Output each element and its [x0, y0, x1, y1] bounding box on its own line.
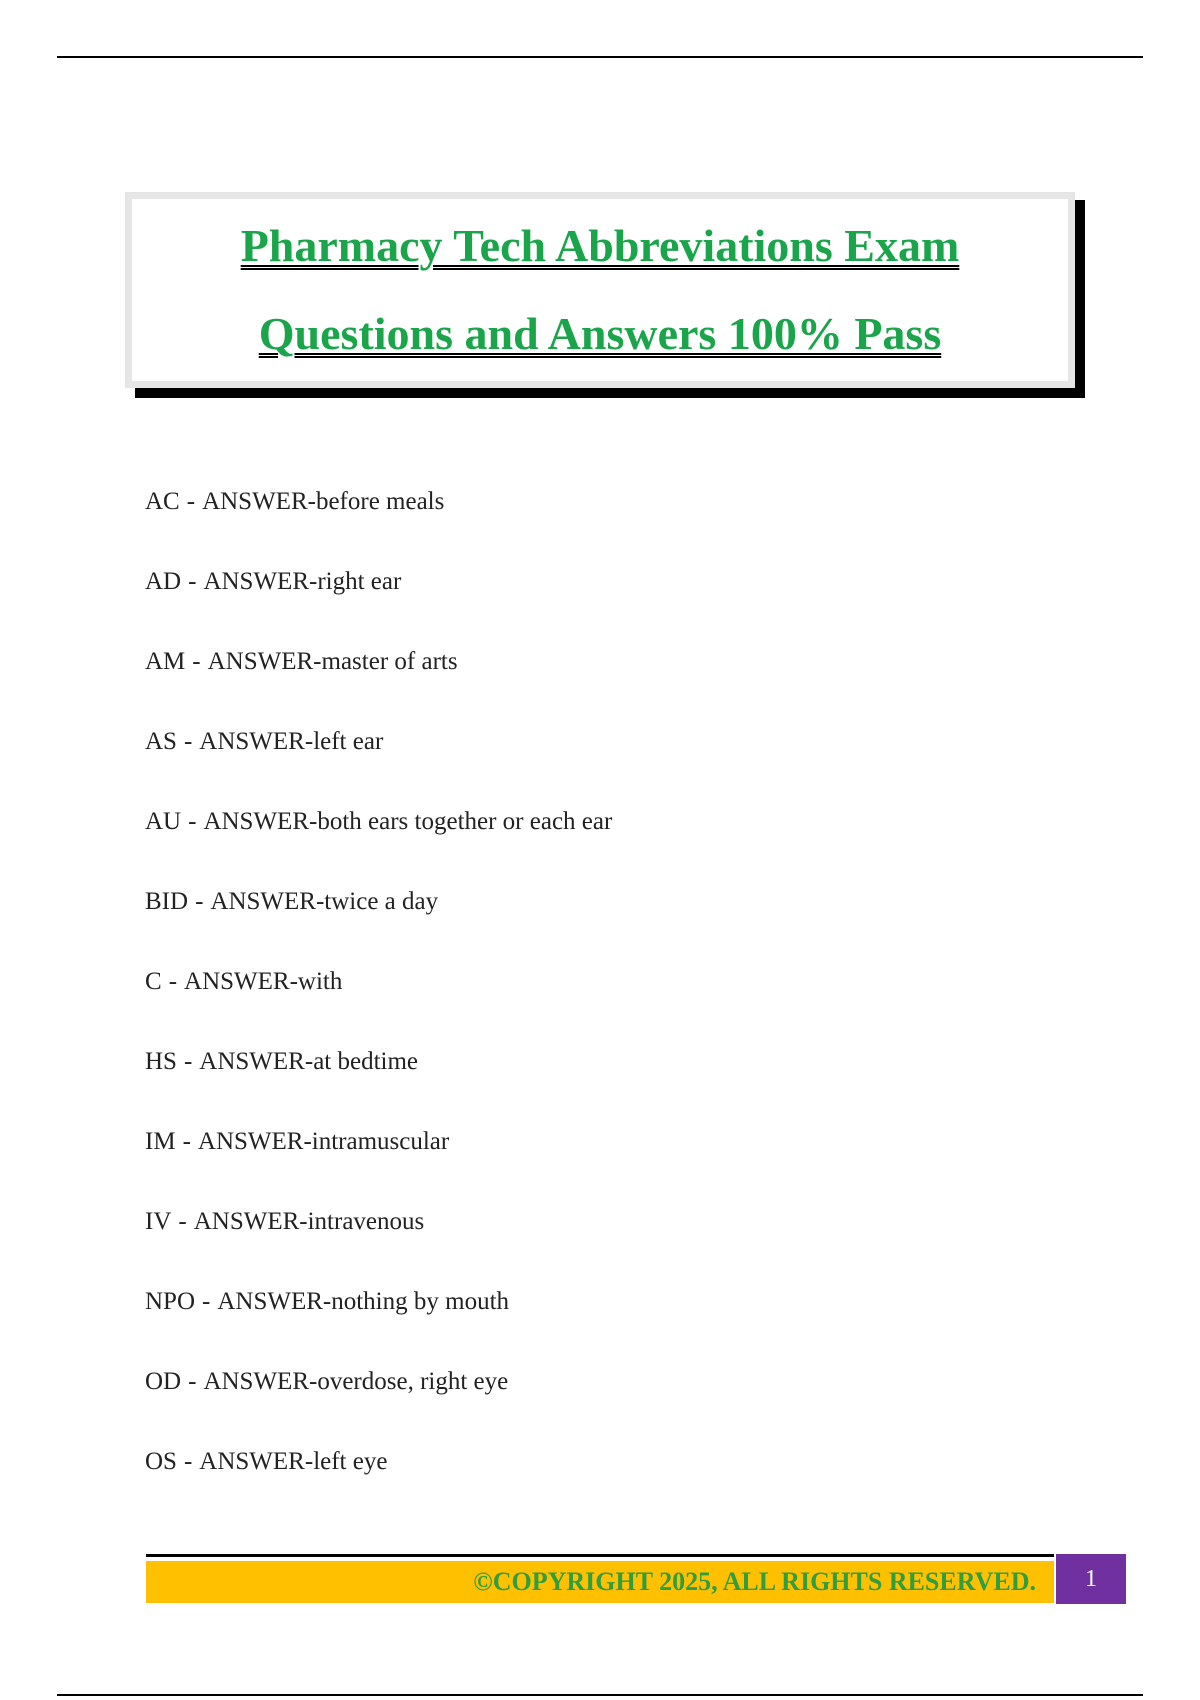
qa-answer-prefix: ANSWER- [217, 1288, 332, 1315]
qa-answer-prefix: ANSWER- [193, 1208, 308, 1235]
qa-term: AM [145, 648, 186, 675]
qa-separator: - [188, 1368, 197, 1395]
qa-separator: - [182, 1128, 191, 1155]
qa-answer: left eye [313, 1448, 388, 1475]
qa-separator: - [188, 568, 197, 595]
qa-answer: before meals [315, 488, 445, 515]
qa-term: NPO [145, 1288, 196, 1315]
qa-item [145, 462, 1105, 542]
qa-answer-prefix: ANSWER- [197, 1128, 312, 1155]
qa-term: OS [145, 1448, 177, 1475]
qa-answer-prefix: ANSWER- [202, 488, 316, 515]
qa-term: AU [145, 808, 182, 835]
qa-term: HS [145, 1048, 177, 1075]
footer-rule [146, 1554, 1054, 1557]
copyright-text: ©COPYRIGHT 2025, ALL RIGHTS RESERVED. [473, 1567, 1036, 1596]
qa-item [145, 702, 1105, 782]
qa-answer: overdose, right eye [317, 1368, 509, 1395]
qa-item [145, 862, 1105, 942]
qa-answer-prefix: ANSWER- [199, 728, 314, 755]
qa-item [145, 1022, 1105, 1102]
qa-item [145, 1102, 1105, 1182]
title-line-1: Pharmacy Tech Abbreviations Exam [240, 220, 960, 271]
qa-item [145, 542, 1105, 622]
qa-term: AC [145, 488, 180, 515]
qa-answer: master of arts [321, 648, 458, 675]
qa-answer: both ears together or each ear [317, 808, 613, 835]
qa-separator: - [186, 488, 196, 515]
qa-term: C [145, 968, 162, 995]
qa-answer-prefix: ANSWER- [207, 648, 322, 675]
qa-item [145, 782, 1105, 862]
qa-answer-prefix: ANSWER- [203, 808, 318, 835]
qa-item [145, 622, 1105, 702]
page-number: 1 [1056, 1554, 1126, 1604]
qa-separator: - [168, 968, 178, 995]
qa-item [145, 1262, 1105, 1342]
title-line-2: Questions and Answers 100% Pass [258, 308, 942, 359]
qa-separator: - [188, 808, 197, 835]
qa-answer-prefix: ANSWER- [184, 968, 298, 995]
qa-answer: twice a day [324, 888, 439, 915]
qa-term: IV [145, 1208, 172, 1235]
qa-answer: nothing by mouth [331, 1288, 510, 1315]
qa-term: OD [145, 1368, 182, 1395]
qa-separator: - [183, 1048, 193, 1075]
bottom-rule [57, 1694, 1143, 1696]
qa-item [145, 942, 1105, 1022]
qa-item [145, 1182, 1105, 1262]
qa-answer-prefix: ANSWER- [199, 1448, 314, 1475]
qa-answer: intramuscular [311, 1128, 450, 1155]
qa-item [145, 1422, 1105, 1502]
qa-answer: with [297, 968, 343, 995]
qa-item [145, 1342, 1105, 1422]
footer-bar [146, 1561, 1054, 1603]
qa-separator: - [178, 1208, 187, 1235]
qa-answer-prefix: ANSWER- [210, 888, 325, 915]
header-rule [57, 56, 1143, 58]
qa-term: AS [145, 728, 177, 755]
qa-separator: - [183, 728, 193, 755]
qa-separator: - [202, 1288, 211, 1315]
qa-term: IM [145, 1128, 176, 1155]
qa-term: BID [145, 888, 189, 915]
qa-separator: - [183, 1448, 193, 1475]
qa-answer-prefix: ANSWER- [203, 1368, 318, 1395]
title-box [125, 192, 1075, 388]
qa-answer: right ear [317, 568, 402, 595]
qa-answer-prefix: ANSWER- [199, 1048, 314, 1075]
qa-separator: - [195, 888, 204, 915]
qa-answer-prefix: ANSWER- [203, 568, 318, 595]
qa-list [145, 462, 1105, 1502]
qa-answer: at bedtime [313, 1048, 419, 1075]
qa-answer: left ear [313, 728, 384, 755]
qa-answer: intravenous [307, 1208, 425, 1235]
qa-term: AD [145, 568, 182, 595]
qa-separator: - [192, 648, 201, 675]
